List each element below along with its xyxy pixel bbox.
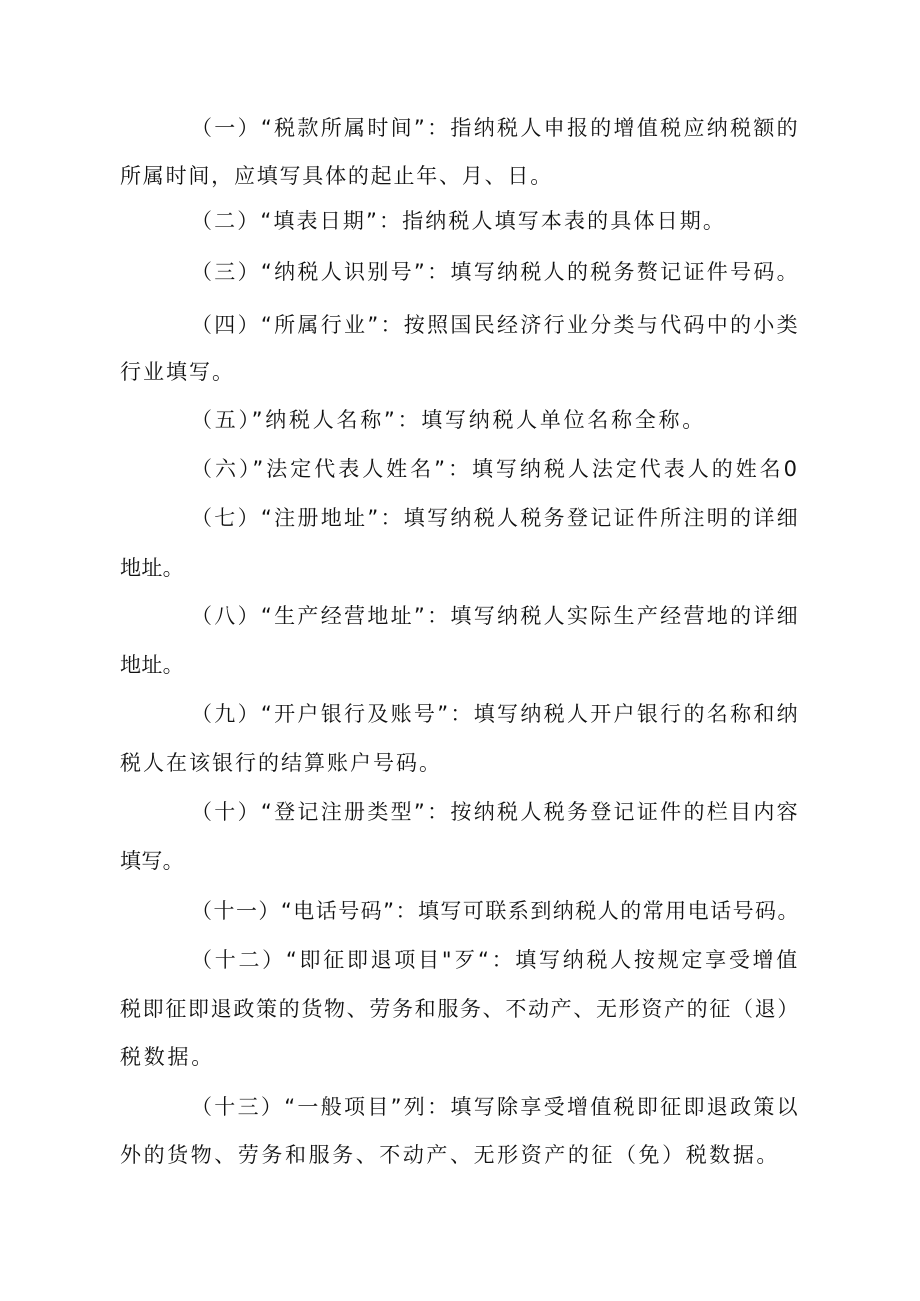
paragraph-12-line-2: 税即征即退政策的货物、劳务和服务、不动产、无形资产的征（退）: [120, 997, 801, 1021]
paragraph-3-line-1: （三）“纳税人识别号”：填写纳税人的税务赘记证件号码。: [191, 260, 800, 284]
paragraph-2-line-1: （二）“填表日期”：指纳税人填写本表的具体日期。: [191, 209, 726, 233]
paragraph-13-line-1: （十三）“一般项目”列：填写除享受增值税即征即退政策以: [191, 1095, 800, 1119]
paragraph-9-line-1: （九）“开户银行及账号”：填写纳税人开户银行的名称和纳: [191, 702, 800, 726]
paragraph-4-line-1: （四）“所属行业”：按照国民经济行业分类与代码中的小类: [191, 313, 800, 337]
paragraph-13-line-2: 外的货物、劳务和服务、不动产、无形资产的征（免）税数据。: [120, 1143, 780, 1167]
paragraph-12-line-3: 税数据。: [120, 1045, 215, 1069]
paragraph-8-line-2: 地址。: [120, 653, 184, 677]
paragraph-10-line-2: 填写。: [120, 849, 184, 873]
paragraph-12-line-1: （十二）“即征即退项目"歹“：填写纳税人按规定享受增值: [191, 948, 800, 972]
paragraph-1-line-1: （一）“税款所属时间”：指纳税人申报的增值税应纳税额的: [191, 116, 800, 140]
paragraph-4-line-2: 行业填写。: [120, 360, 235, 384]
paragraph-5-line-1: （五）”纳税人名称”：填写纳税人单位名称全称。: [191, 408, 707, 432]
paragraph-6-line-1: （六）”法定代表人姓名”：填写纳税人法定代表人的姓名0: [191, 457, 800, 481]
paragraph-10-line-1: （十）“登记注册类型”：按纳税人税务登记证件的栏目内容: [191, 800, 800, 824]
paragraph-7-line-2: 地址。: [120, 556, 184, 580]
paragraph-7-line-1: （七）“注册地址”：填写纳税人税务登记证件所注明的详细: [191, 506, 800, 530]
paragraph-11-line-1: （十一）“电话号码”：填写可联系到纳税人的常用电话号码。: [191, 899, 801, 923]
paragraph-8-line-1: （八）“生产经营地址”：填写纳税人实际生产经营地的详细: [191, 604, 800, 628]
paragraph-1-line-2: 所属时间，应填写具体的起止年、月、日。: [120, 164, 553, 188]
paragraph-9-line-2: 税人在该银行的结算账户号码。: [120, 751, 442, 775]
